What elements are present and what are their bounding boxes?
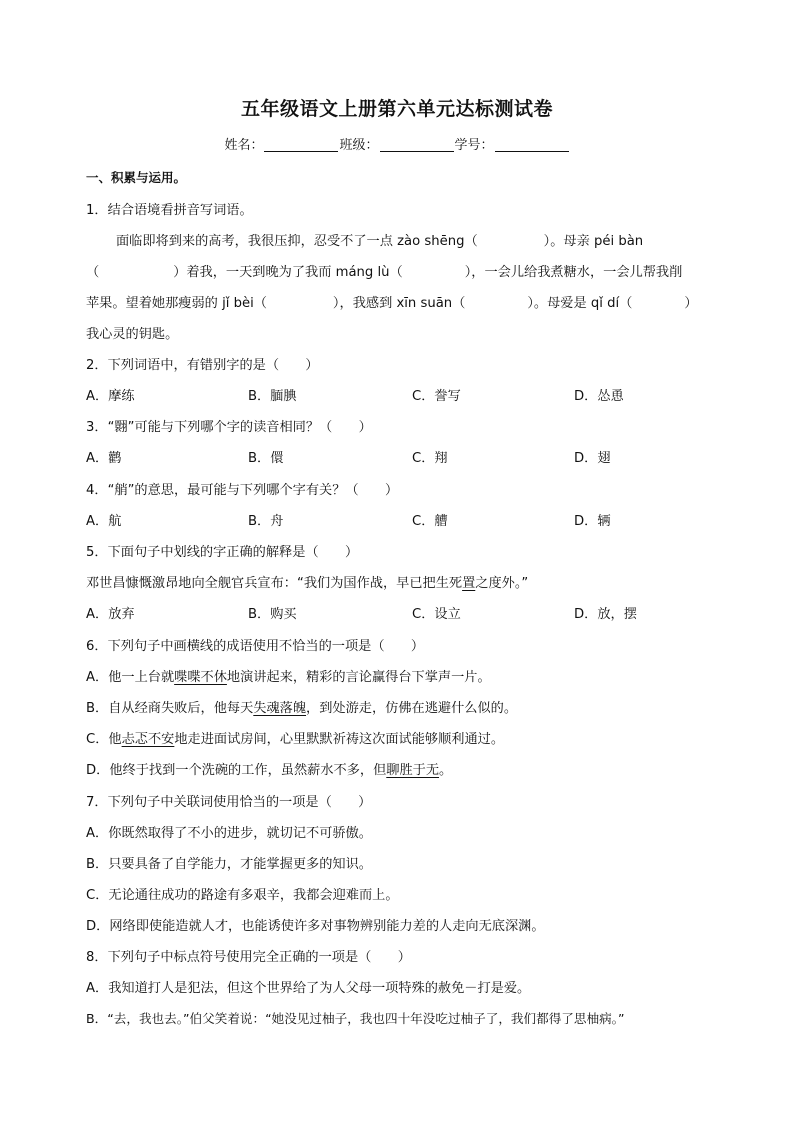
- q1-text-7: ），我感到 xīn suān（: [332, 296, 466, 311]
- q2-option-b[interactable]: B．腼腆: [248, 389, 297, 404]
- q6-option-b[interactable]: [86, 697, 517, 716]
- q5-underlined-char: 置: [462, 576, 476, 591]
- q6-d-text-1: D．他终于找到一个洗碗的工作，虽然薪水不多，但: [86, 763, 387, 778]
- q6-a-text-1: A．他一上台就: [86, 670, 175, 685]
- q8-option-b[interactable]: B．“去，我也去。”伯父笑着说：“她没见过柚子，我也四十年没吃过柚子了，我们都得了思柚病。”: [86, 1011, 625, 1026]
- q3-option-b[interactable]: B．儇: [248, 451, 284, 466]
- q8-option-a[interactable]: A．我知道打人是犯法，但这个世界给了为人父母一项特殊的赦免－打是爱。: [86, 981, 531, 996]
- question-7-stem: 7．下列句子中关联词使用恰当的一项是（ ）: [86, 795, 372, 810]
- q4-option-a[interactable]: A．航: [86, 514, 122, 529]
- q7-option-d[interactable]: D．网络即使能造就人才，也能诱使许多对事物辨别能力差的人走向无底深渊。: [86, 919, 545, 934]
- question-1-line-1: [116, 230, 746, 249]
- q6-option-a[interactable]: [86, 666, 491, 685]
- question-8-stem: 8．下列句子中标点符号使用完全正确的一项是（ ）: [86, 950, 411, 965]
- q1-text-3: （: [86, 265, 100, 280]
- q3-option-c[interactable]: C．翔: [412, 451, 448, 466]
- q6-b-text-2: ，到处游走，仿佛在逃避什么似的。: [306, 701, 518, 716]
- question-1-stem: 1．结合语境看拼音写词语。: [86, 203, 253, 218]
- name-blank[interactable]: [264, 137, 338, 152]
- q7-option-b[interactable]: B．只要具备了自学能力，才能掌握更多的知识。: [86, 857, 372, 872]
- q5-option-b[interactable]: B．购买: [248, 607, 297, 622]
- q6-d-text-2: 。: [439, 763, 453, 778]
- q6-c-idiom: 忐忑不安: [121, 732, 175, 747]
- id-label: 学号：: [454, 138, 494, 153]
- q5-option-d[interactable]: D．放，摆: [574, 607, 637, 622]
- page-title: 五年级语文上册第六单元达标测试卷: [240, 98, 553, 120]
- question-1-line-3: [86, 292, 716, 311]
- question-1-line-4: 我心灵的钥匙。: [86, 327, 179, 342]
- q1-text-9: ）: [684, 296, 698, 311]
- q5-option-a[interactable]: A．放弃: [86, 607, 135, 622]
- q2-option-c[interactable]: C．誊写: [412, 389, 461, 404]
- class-blank[interactable]: [380, 137, 454, 152]
- question-5-quote: [86, 572, 528, 591]
- q6-b-idiom: 失魂落魄: [253, 701, 307, 716]
- q3-option-a[interactable]: A．鹳: [86, 451, 122, 466]
- q1-text-1: 面临即将到来的高考，我很压抑，忍受不了一点 zào shēng（: [116, 234, 478, 249]
- q4-option-b[interactable]: B．舟: [248, 514, 284, 529]
- id-blank[interactable]: [495, 137, 569, 152]
- q4-option-d[interactable]: D．辆: [574, 514, 611, 529]
- q1-text-4: ）着我，一天到晚为了我而 máng lù（: [173, 265, 403, 280]
- q1-text-6: 苹果。望着她那瘦弱的 jǐ bèi（: [86, 296, 267, 311]
- q6-c-text-1: C．他: [86, 732, 122, 747]
- q7-option-c[interactable]: C．无论通往成功的路途有多艰辛，我都会迎难而上。: [86, 888, 399, 903]
- q6-a-text-2: 地演讲起来，精彩的言论赢得台下掌声一片。: [226, 670, 491, 685]
- q4-option-c[interactable]: C．艚: [412, 514, 448, 529]
- question-1-line-2: [86, 261, 716, 280]
- q2-option-d[interactable]: D．怂恿: [574, 389, 624, 404]
- q6-b-text-1: B．自从经商失败后，他每天: [86, 701, 254, 716]
- class-label: 班级：: [339, 138, 379, 153]
- q5-quote-part-2: 之度外。”: [475, 576, 529, 591]
- question-6-stem: 6．下列句子中画横线的成语使用不恰当的一项是（ ）: [86, 639, 425, 654]
- q7-option-a[interactable]: A．你既然取得了不小的进步，就切记不可骄傲。: [86, 826, 372, 841]
- q3-option-d[interactable]: D．翅: [574, 451, 611, 466]
- section-heading: 一、积累与运用。: [86, 170, 187, 185]
- q6-d-idiom: 聊胜于无: [386, 763, 440, 778]
- q2-option-a[interactable]: A．摩练: [86, 389, 135, 404]
- q1-text-5: ），一会儿给我煮糖水，一会儿帮我削: [464, 265, 683, 280]
- question-5-stem: 5．下面句子中划线的字正确的解释是（ ）: [86, 545, 359, 560]
- q5-option-c[interactable]: C．设立: [412, 607, 461, 622]
- q6-option-c[interactable]: [86, 728, 504, 747]
- q6-c-text-2: 地走进面试房间，心里默默祈祷这次面试能够顺利通过。: [174, 732, 505, 747]
- q6-a-idiom: 喋喋不休: [174, 670, 227, 685]
- question-3-stem: 3．“翾”可能与下列哪个字的读音相同？（ ）: [86, 420, 372, 435]
- q5-quote-part-1: 邓世昌慷慨激昂地向全舰官兵宣布：“我们为国作战，早已把生死: [86, 576, 463, 591]
- q6-option-d[interactable]: [86, 759, 452, 778]
- student-info-line: [0, 134, 794, 153]
- q1-text-2: ）。母亲 péi bàn: [543, 234, 644, 249]
- question-4-stem: 4．“艄”的意思，最可能与下列哪个字有关？（ ）: [86, 483, 399, 498]
- question-2-stem: 2．下列词语中，有错别字的是（ ）: [86, 358, 319, 373]
- q1-text-8: ）。母爱是 qǐ dí（: [527, 296, 633, 311]
- name-label: 姓名：: [224, 138, 264, 153]
